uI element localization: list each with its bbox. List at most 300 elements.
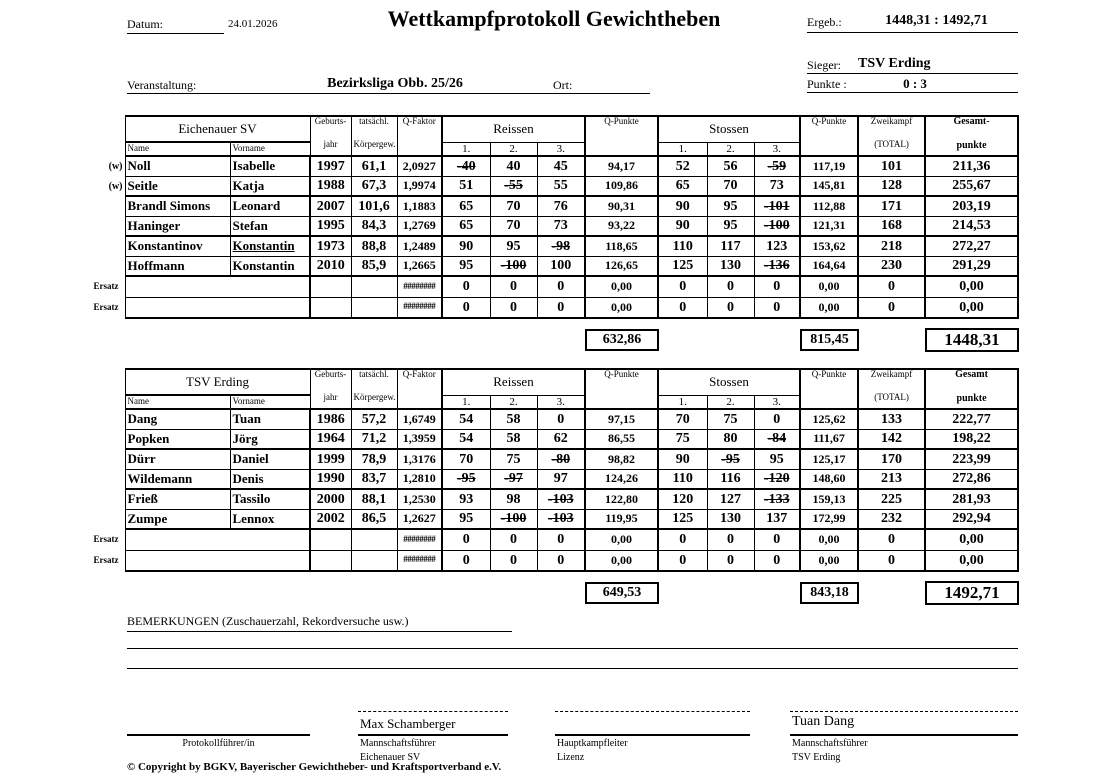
col-header-reissen: Reissen [442,369,585,395]
stossen-attempt-3: 0 [754,297,800,318]
signature-org: Lizenz [557,752,585,763]
body-weight: 85,9 [351,256,397,276]
athlete-row [85,176,1018,196]
row-marker: (w) [108,160,123,172]
reissen-q-punkte: 119,95 [585,509,658,529]
col-header-stossen: Stossen [658,116,800,142]
club-name: Eichenauer SV [125,116,310,142]
q-faktor: 1,1883 [397,196,442,216]
col-header-attempt-1: 1. [442,142,490,156]
q-faktor: 1,2769 [397,216,442,236]
reissen-attempt-1: 65 [442,196,490,216]
col-header-gesamtpunkte: Gesamt- punkte [925,116,1018,156]
reissen-q-punkte: 93,22 [585,216,658,236]
stossen-attempt-2: 130 [707,256,754,276]
athlete-firstname: Stefan [230,216,310,236]
reissen-attempt-3: 0 [537,297,585,318]
stossen-attempt-3: 95 [754,449,800,469]
reissen-attempt-3: -103 [537,509,585,529]
athlete-lastname: Dang [125,409,230,429]
reissen-q-punkte: 0,00 [585,550,658,571]
reissen-attempt-3: 73 [537,216,585,236]
gesamt-punkte: 211,36 [925,156,1018,176]
stossen-q-punkte: 164,64 [800,256,858,276]
datum-value: 24.01.2026 [228,18,278,30]
ersatz-row [85,297,1018,318]
row-marker: Ersatz [93,301,119,312]
q-faktor: ######## [397,276,442,297]
zweikampf-total: 0 [858,550,925,571]
reissen-attempt-1: 70 [442,449,490,469]
col-header-attempt-1: 1. [658,142,707,156]
athlete-firstname: Tassilo [230,489,310,509]
stossen-attempt-3: -84 [754,429,800,449]
col-header-q-faktor: Q-Faktor [397,116,442,156]
stossen-attempt-2: 0 [707,529,754,550]
q-faktor: 1,9974 [397,176,442,196]
stossen-attempt-1: 0 [658,550,707,571]
athlete-row [85,156,1018,176]
team-table-eichenauer [85,115,1019,319]
punkte-label: Punkte : [807,77,847,91]
birth-year: 1997 [310,156,351,176]
stossen-q-punkte: 0,00 [800,276,858,297]
reissen-attempt-3: 0 [537,550,585,571]
reissen-attempt-1: 54 [442,429,490,449]
col-header-attempt-1: 1. [658,395,707,409]
athlete-lastname [125,297,310,318]
ergebnis-value: 1448,31 : 1492,71 [885,13,988,28]
zweikampf-total: 232 [858,509,925,529]
athletes-tbody [85,409,1018,571]
athlete-firstname: Daniel [230,449,310,469]
stossen-attempt-1: 75 [658,429,707,449]
stossen-attempt-1: 125 [658,509,707,529]
col-header-gesamtpunkte: Gesamt punkte [925,369,1018,409]
stossen-attempt-2: 116 [707,469,754,489]
reissen-attempt-2: 58 [490,409,537,429]
col-header-q-punkte-reissen: Q-Punkte [585,369,658,409]
reissen-attempt-1: 0 [442,550,490,571]
bemerkungen-label: BEMERKUNGEN (Zuschauerzahl, Rekordversuche usw.) [127,614,409,628]
zweikampf-total: 0 [858,297,925,318]
athlete-lastname: Haninger [125,216,230,236]
athlete-row [85,469,1018,489]
stossen-attempt-2: 75 [707,409,754,429]
row-marker [85,409,125,429]
zweikampf-total: 0 [858,529,925,550]
stossen-q-punkte: 145,81 [800,176,858,196]
athlete-lastname [125,529,310,550]
reissen-attempt-3: 62 [537,429,585,449]
gesamt-punkte: 214,53 [925,216,1018,236]
remarks-line-1 [127,648,1018,649]
reissen-q-punkte: 126,65 [585,256,658,276]
stossen-attempt-1: 110 [658,236,707,256]
signature-org: TSV Erding [792,752,841,763]
reissen-q-punkte: 98,82 [585,449,658,469]
birth-year [310,529,351,550]
col-header-attempt-2: 2. [490,395,537,409]
q-faktor: 1,3959 [397,429,442,449]
birth-year: 2002 [310,509,351,529]
stossen-attempt-3: -100 [754,216,800,236]
reissen-attempt-3: 55 [537,176,585,196]
stossen-q-punkte: 112,88 [800,196,858,216]
stossen-attempt-2: 70 [707,176,754,196]
zweikampf-total: 133 [858,409,925,429]
ersatz-row [85,529,1018,550]
reissen-attempt-3: -80 [537,449,585,469]
ort-label: Ort: [553,78,573,92]
row-marker: (w) [108,180,123,192]
stossen-attempt-3: 73 [754,176,800,196]
stossen-attempt-3: 123 [754,236,800,256]
q-faktor: 1,2530 [397,489,442,509]
signature-org: Eichenauer SV [360,752,421,763]
athlete-lastname: Seitle [125,176,230,196]
stossen-q-punkte: 159,13 [800,489,858,509]
reissen-attempt-2: -100 [490,256,537,276]
athlete-lastname: Hoffmann [125,256,230,276]
row-marker [85,469,125,489]
col-header-attempt-3: 3. [537,395,585,409]
stossen-attempt-3: -136 [754,256,800,276]
athletes-tbody [85,156,1018,318]
reissen-attempt-2: 70 [490,196,537,216]
reissen-attempt-3: 97 [537,469,585,489]
stossen-attempt-1: 90 [658,449,707,469]
margin-cell [85,116,125,142]
stossen-attempt-2: 130 [707,509,754,529]
q-faktor: 1,2810 [397,469,442,489]
row-marker: Ersatz [93,554,119,565]
reissen-q-punkte: 124,26 [585,469,658,489]
birth-year: 1990 [310,469,351,489]
athlete-lastname: Wildemann [125,469,230,489]
col-header-attempt-2: 2. [490,142,537,156]
reissen-attempt-1: 0 [442,276,490,297]
gesamt-punkte: 222,77 [925,409,1018,429]
reissen-attempt-1: 0 [442,529,490,550]
stossen-attempt-1: 70 [658,409,707,429]
col-header-koerpergewicht: tatsächl. Körpergew. [351,369,397,409]
reissen-attempt-2: 40 [490,156,537,176]
gesamt-punkte: 281,93 [925,489,1018,509]
q-faktor: 1,6749 [397,409,442,429]
athlete-firstname: Denis [230,469,310,489]
stossen-attempt-1: 0 [658,529,707,550]
row-marker [85,196,125,216]
zweikampf-total: 101 [858,156,925,176]
birth-year: 2007 [310,196,351,216]
gesamt-punkte: 223,99 [925,449,1018,469]
reissen-q-punkte: 90,31 [585,196,658,216]
stossen-attempt-3: -120 [754,469,800,489]
col-header-vorname: Vorname [230,142,310,156]
q-faktor: 1,2489 [397,236,442,256]
athlete-row [85,256,1018,276]
stossen-attempt-3: 0 [754,409,800,429]
stossen-attempt-2: 56 [707,156,754,176]
q-faktor: 1,2627 [397,509,442,529]
reissen-q-punkte: 0,00 [585,297,658,318]
gesamt-total: 1448,31 [925,328,1019,352]
zweikampf-total: 142 [858,429,925,449]
stossen-q-punkte: 153,62 [800,236,858,256]
row-marker: Ersatz [93,280,119,291]
athlete-firstname: Konstantin [230,256,310,276]
athlete-firstname: Jörg [230,429,310,449]
reissen-q-punkte: 97,15 [585,409,658,429]
stossen-attempt-2: 127 [707,489,754,509]
athlete-lastname [125,276,310,297]
zweikampf-total: 171 [858,196,925,216]
col-header-attempt-2: 2. [707,395,754,409]
gesamt-punkte: 255,67 [925,176,1018,196]
athlete-firstname: Leonard [230,196,310,216]
col-header-stossen: Stossen [658,369,800,395]
stossen-attempt-1: 0 [658,297,707,318]
stossen-q-punkte: 0,00 [800,529,858,550]
reissen-attempt-1: 95 [442,509,490,529]
stossen-attempt-3: 137 [754,509,800,529]
reissen-attempt-1: 95 [442,256,490,276]
stossen-q-punkte: 111,67 [800,429,858,449]
reissen-q-punkte: 122,80 [585,489,658,509]
signature-line [790,734,1018,736]
stossen-attempt-1: 110 [658,469,707,489]
col-header-name: Name [125,142,230,156]
stossen-attempt-2: 80 [707,429,754,449]
birth-year [310,297,351,318]
col-header-attempt-1: 1. [442,395,490,409]
stossen-attempt-3: 0 [754,550,800,571]
reissen-attempt-3: 76 [537,196,585,216]
athlete-row [85,449,1018,469]
club-name: TSV Erding [125,369,310,395]
veranstaltung-label: Veranstaltung: [127,78,197,92]
body-weight [351,276,397,297]
reissen-attempt-3: 0 [537,276,585,297]
col-header-attempt-3: 3. [537,142,585,156]
stossen-attempt-2: 95 [707,196,754,216]
margin-cell [85,142,125,156]
body-weight: 57,2 [351,409,397,429]
reissen-attempt-1: 90 [442,236,490,256]
body-weight: 67,3 [351,176,397,196]
team-table-tsv-erding [85,368,1019,572]
athlete-row [85,489,1018,509]
gesamt-punkte: 272,86 [925,469,1018,489]
col-header-attempt-3: 3. [754,142,800,156]
datum-label: Datum: [127,17,163,31]
ersatz-row [85,276,1018,297]
stossen-q-punkte: 125,62 [800,409,858,429]
body-weight: 78,9 [351,449,397,469]
gesamt-punkte: 198,22 [925,429,1018,449]
athlete-firstname: Isabelle [230,156,310,176]
reissen-attempt-3: 100 [537,256,585,276]
reissen-attempt-2: -97 [490,469,537,489]
punkte-underline [807,92,1018,93]
stossen-attempt-2: 0 [707,297,754,318]
athlete-lastname: Zumpe [125,509,230,529]
reissen-attempt-2: 0 [490,276,537,297]
margin-cell [85,369,125,395]
q-faktor: 1,2665 [397,256,442,276]
reissen-q-total: 632,86 [585,329,659,351]
athlete-firstname: Lennox [230,509,310,529]
sieger-label: Sieger: [807,58,841,72]
row-marker: Ersatz [93,533,119,544]
reissen-attempt-1: 51 [442,176,490,196]
punkte-value: 0 : 3 [903,76,927,91]
signature-line [127,734,310,736]
page-title: Wettkampfprotokoll Gewichtheben [387,6,721,31]
stossen-attempt-1: 0 [658,276,707,297]
reissen-q-total: 649,53 [585,582,659,604]
signature-name: Max Schamberger [360,716,456,731]
stossen-attempt-2: 117 [707,236,754,256]
reissen-q-punkte: 0,00 [585,276,658,297]
reissen-attempt-2: 98 [490,489,537,509]
reissen-q-punkte: 118,65 [585,236,658,256]
q-faktor: 1,3176 [397,449,442,469]
row-marker [85,256,125,276]
birth-year: 1973 [310,236,351,256]
reissen-attempt-2: 75 [490,449,537,469]
reissen-q-punkte: 86,55 [585,429,658,449]
q-faktor: ######## [397,550,442,571]
stossen-attempt-2: 95 [707,216,754,236]
stossen-attempt-1: 125 [658,256,707,276]
athlete-firstname: Konstantin [230,236,310,256]
stossen-attempt-1: 90 [658,196,707,216]
athlete-lastname [125,550,310,571]
row-marker [85,489,125,509]
stossen-attempt-1: 120 [658,489,707,509]
reissen-attempt-2: 0 [490,550,537,571]
margin-cell [85,395,125,409]
reissen-attempt-2: 0 [490,297,537,318]
body-weight: 88,8 [351,236,397,256]
athlete-firstname: Tuan [230,409,310,429]
reissen-attempt-1: -40 [442,156,490,176]
birth-year: 2010 [310,256,351,276]
col-header-koerpergewicht: tatsächl. Körpergew. [351,116,397,156]
signature-line [555,734,750,736]
ersatz-row [85,550,1018,571]
reissen-attempt-2: 58 [490,429,537,449]
row-marker [85,509,125,529]
stossen-attempt-3: -59 [754,156,800,176]
col-header-vorname: Vorname [230,395,310,409]
datum-underline [127,33,224,34]
sieger-underline [807,73,1018,74]
zweikampf-total: 170 [858,449,925,469]
gesamt-total: 1492,71 [925,581,1019,605]
reissen-attempt-2: 95 [490,236,537,256]
athlete-firstname: Katja [230,176,310,196]
ergebnis-label: Ergeb.: [807,15,842,29]
gesamt-punkte: 292,94 [925,509,1018,529]
athlete-lastname: Noll [125,156,230,176]
athlete-lastname: Popken [125,429,230,449]
body-weight [351,550,397,571]
stossen-q-punkte: 0,00 [800,297,858,318]
body-weight: 86,5 [351,509,397,529]
reissen-q-punkte: 109,86 [585,176,658,196]
athlete-row [85,236,1018,256]
body-weight [351,297,397,318]
stossen-q-punkte: 125,17 [800,449,858,469]
gesamt-punkte: 291,29 [925,256,1018,276]
birth-year [310,550,351,571]
col-header-q-punkte-stossen: Q-Punkte [800,369,858,409]
stossen-attempt-2: -95 [707,449,754,469]
reissen-attempt-1: 54 [442,409,490,429]
birth-year: 1964 [310,429,351,449]
gesamt-punkte: 203,19 [925,196,1018,216]
col-header-attempt-3: 3. [754,395,800,409]
signature-line [358,734,508,736]
athlete-lastname: Brandl Simons [125,196,230,216]
gesamt-punkte: 0,00 [925,276,1018,297]
signature-dashed-line [790,711,1018,712]
athlete-row [85,509,1018,529]
stossen-q-punkte: 172,99 [800,509,858,529]
stossen-q-total: 843,18 [800,582,859,604]
col-header-zweikampf: Zweikampf (TOTAL) [858,369,925,409]
col-header-q-punkte-stossen: Q-Punkte [800,116,858,156]
athlete-row [85,429,1018,449]
zweikampf-total: 213 [858,469,925,489]
athlete-lastname: Konstantinov [125,236,230,256]
gesamt-punkte: 0,00 [925,529,1018,550]
birth-year: 2000 [310,489,351,509]
reissen-attempt-2: 0 [490,529,537,550]
stossen-q-punkte: 148,60 [800,469,858,489]
reissen-attempt-3: 45 [537,156,585,176]
col-header-reissen: Reissen [442,116,585,142]
stossen-q-punkte: 0,00 [800,550,858,571]
stossen-attempt-3: -133 [754,489,800,509]
signature-dashed-line [555,711,750,712]
stossen-attempt-1: 90 [658,216,707,236]
athlete-lastname: Frieß [125,489,230,509]
stossen-attempt-2: 0 [707,550,754,571]
col-header-geburtsjahr: Geburts- jahr [310,116,351,156]
signature-name: Tuan Dang [792,714,855,729]
col-header-q-faktor: Q-Faktor [397,369,442,409]
q-faktor: 2,0927 [397,156,442,176]
signature-role: Protokollführer/in [182,738,255,749]
birth-year: 1988 [310,176,351,196]
remarks-line-2 [127,668,1018,669]
body-weight [351,529,397,550]
row-marker [85,449,125,469]
birth-year: 1995 [310,216,351,236]
ergebnis-underline [807,32,1018,33]
birth-year: 1999 [310,449,351,469]
athlete-row [85,196,1018,216]
reissen-attempt-3: -103 [537,489,585,509]
birth-year: 1986 [310,409,351,429]
zweikampf-total: 0 [858,276,925,297]
reissen-attempt-3: 0 [537,409,585,429]
copyright-notice: © Copyright by BGKV, Bayerischer Gewichtheber- und Kraftsportverband e.V. [127,761,502,773]
